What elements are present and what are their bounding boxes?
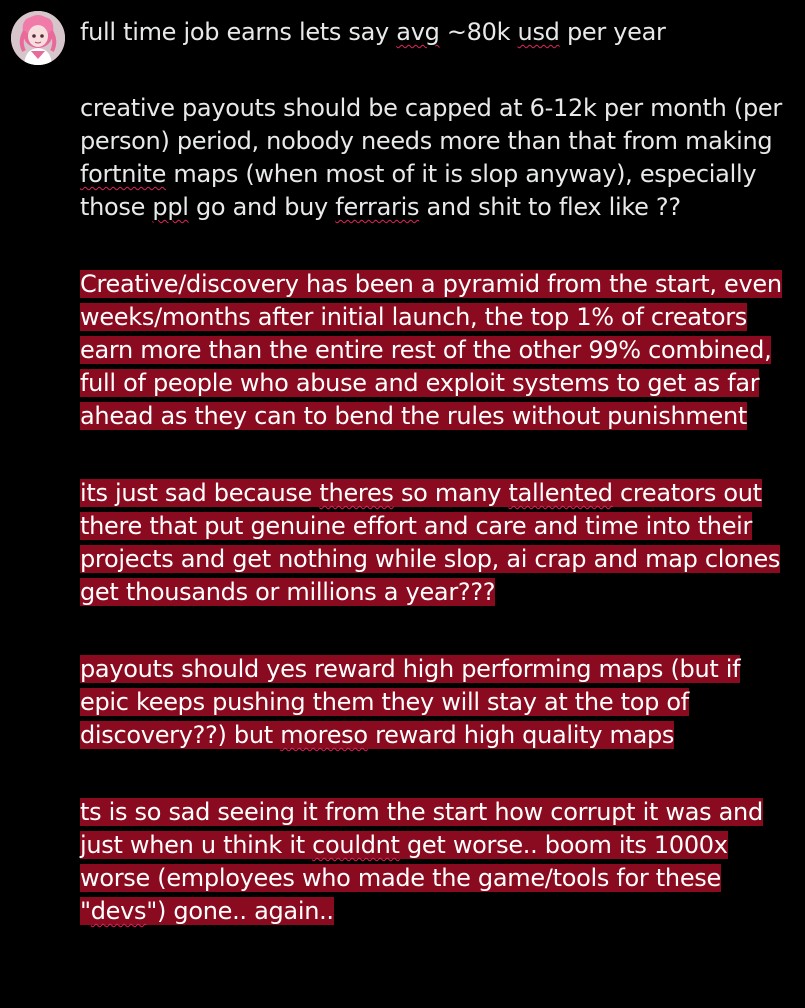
misspelled-word: fortnite [80,160,167,188]
text-run: creative payouts should be capped at 6-12k per month (per person) period, nobody needs more than that from making [80,94,782,155]
text-run: per year [559,18,666,46]
paragraph-text [80,798,763,925]
text-run: ts is so sad seeing it from the start how corrupt it was and just when u think it [80,798,763,859]
text-run: so many [393,479,509,507]
paragraph-text [80,270,782,430]
text-run: and shit to flex like ?? [419,193,681,221]
paragraph-text [80,94,782,221]
paragraph-5 [80,653,792,752]
text-run: maps (when most of it is slop anyway), especially those [80,160,757,221]
text-run: its just sad because [80,479,320,507]
misspelled-word: moreso [280,721,368,749]
misspelled-word: avg [396,18,440,46]
paragraph-4 [80,477,792,609]
paragraph-2 [80,92,792,224]
text-run: go and buy [188,193,336,221]
text-run: ") gone.. again.. [146,897,334,925]
misspelled-word: ferraris [335,193,420,221]
text-run: ~80k [439,18,518,46]
text-run: full time job earns lets say [80,18,397,46]
text-run: reward high quality maps [367,721,675,749]
paragraph-text [80,655,740,749]
misspelled-word: couldnt [312,831,400,859]
text-run: creators out there that put genuine effort and care and time into their projects and get nothing while slop, ai crap and map clones get thousands or millions a year??? [80,479,781,606]
paragraph-1 [80,16,792,49]
misspelled-word: ppl [152,193,189,221]
paragraph-3 [80,268,792,433]
text-run: get worse.. boom its 1000x worse (employees who made the game/tools for these " [80,831,728,925]
misspelled-word: tallented [508,479,613,507]
paragraph-text [80,18,666,46]
misspelled-word: theres [319,479,394,507]
anime-character-avatar-icon [11,11,65,65]
paragraph-6 [80,796,792,928]
misspelled-word: usd [517,18,560,46]
misspelled-word: devs [90,897,147,925]
text-run: Creative/discovery has been a pyramid from the start, even weeks/months after initial launch, the top 1% of creators earn more than the entire rest of the other 99% combined, full of people who abuse and exploit systems to get as far ahead as they can to bend the rules without punishment [80,270,782,430]
post-text [80,16,792,928]
paragraph-text [80,479,780,606]
text-run: payouts should yes reward high performing maps (but if epic keeps pushing them they will stay at the top of discovery??) but [80,655,741,749]
avatar[interactable] [11,11,65,65]
